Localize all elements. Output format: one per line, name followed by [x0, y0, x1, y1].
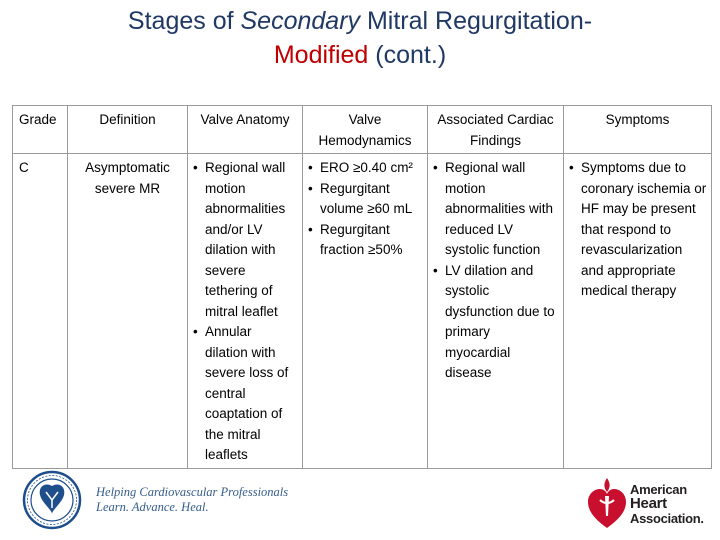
cell-valve-anatomy — [188, 154, 303, 469]
table-row — [13, 154, 712, 469]
title-modified: Modified — [273, 41, 369, 69]
cell-cardiac-findings — [428, 154, 564, 469]
header-definition: Definition — [68, 106, 188, 154]
acc-footer — [22, 470, 292, 530]
header-grade: Grade — [13, 106, 68, 154]
list-item: • LV dilation and systolic dysfunction due to primary myocardial disease — [432, 261, 559, 384]
acc-tagline: Helping Cardiovascular Professionals Learn. Advance. Heal. — [96, 485, 289, 514]
aha-logo — [586, 476, 716, 534]
heart-torch-icon — [586, 476, 628, 532]
list-item: • Symptoms due to coronary ischemia or HF may be present that respond to revascularization and appropriate medical therapy — [568, 158, 707, 302]
table-header-row — [13, 106, 712, 154]
stages-table — [12, 105, 712, 469]
header-symptoms: Symptoms — [564, 106, 712, 154]
header-valve-anatomy: Valve Anatomy — [188, 106, 303, 154]
cell-definition: Asymptomatic severe MR — [68, 154, 188, 469]
cell-symptoms — [564, 154, 712, 469]
list-item: • Regional wall motion abnormalities and/or LV dilation with severe tethering of mitral leaflet — [192, 158, 298, 322]
list-item: • ERO ≥0.40 cm² — [307, 158, 423, 179]
list-item: • Regional wall motion abnormalities with reduced LV systolic function — [432, 158, 559, 261]
header-cardiac-findings: Associated Cardiac Findings — [428, 106, 564, 154]
cell-grade: C — [13, 154, 68, 469]
list-item: • Regurgitant fraction ≥50% — [307, 220, 423, 261]
header-valve-hemodynamics: Valve Hemodynamics — [303, 106, 428, 154]
cell-valve-hemodynamics — [303, 154, 428, 469]
list-item: • Annular dilation with severe loss of central coaptation of the mitral leaflets — [192, 322, 298, 466]
slide-title-line1: Stages of Secondary Mitral Regurgitation- — [127, 7, 593, 35]
slide-title-line2: Modified (cont.) — [273, 41, 447, 69]
list-item: • Regurgitant volume ≥60 mL — [307, 179, 423, 220]
slide-title — [0, 4, 720, 72]
acc-seal-icon — [22, 470, 84, 530]
aha-wordmark: American Heart Association. — [630, 482, 704, 526]
